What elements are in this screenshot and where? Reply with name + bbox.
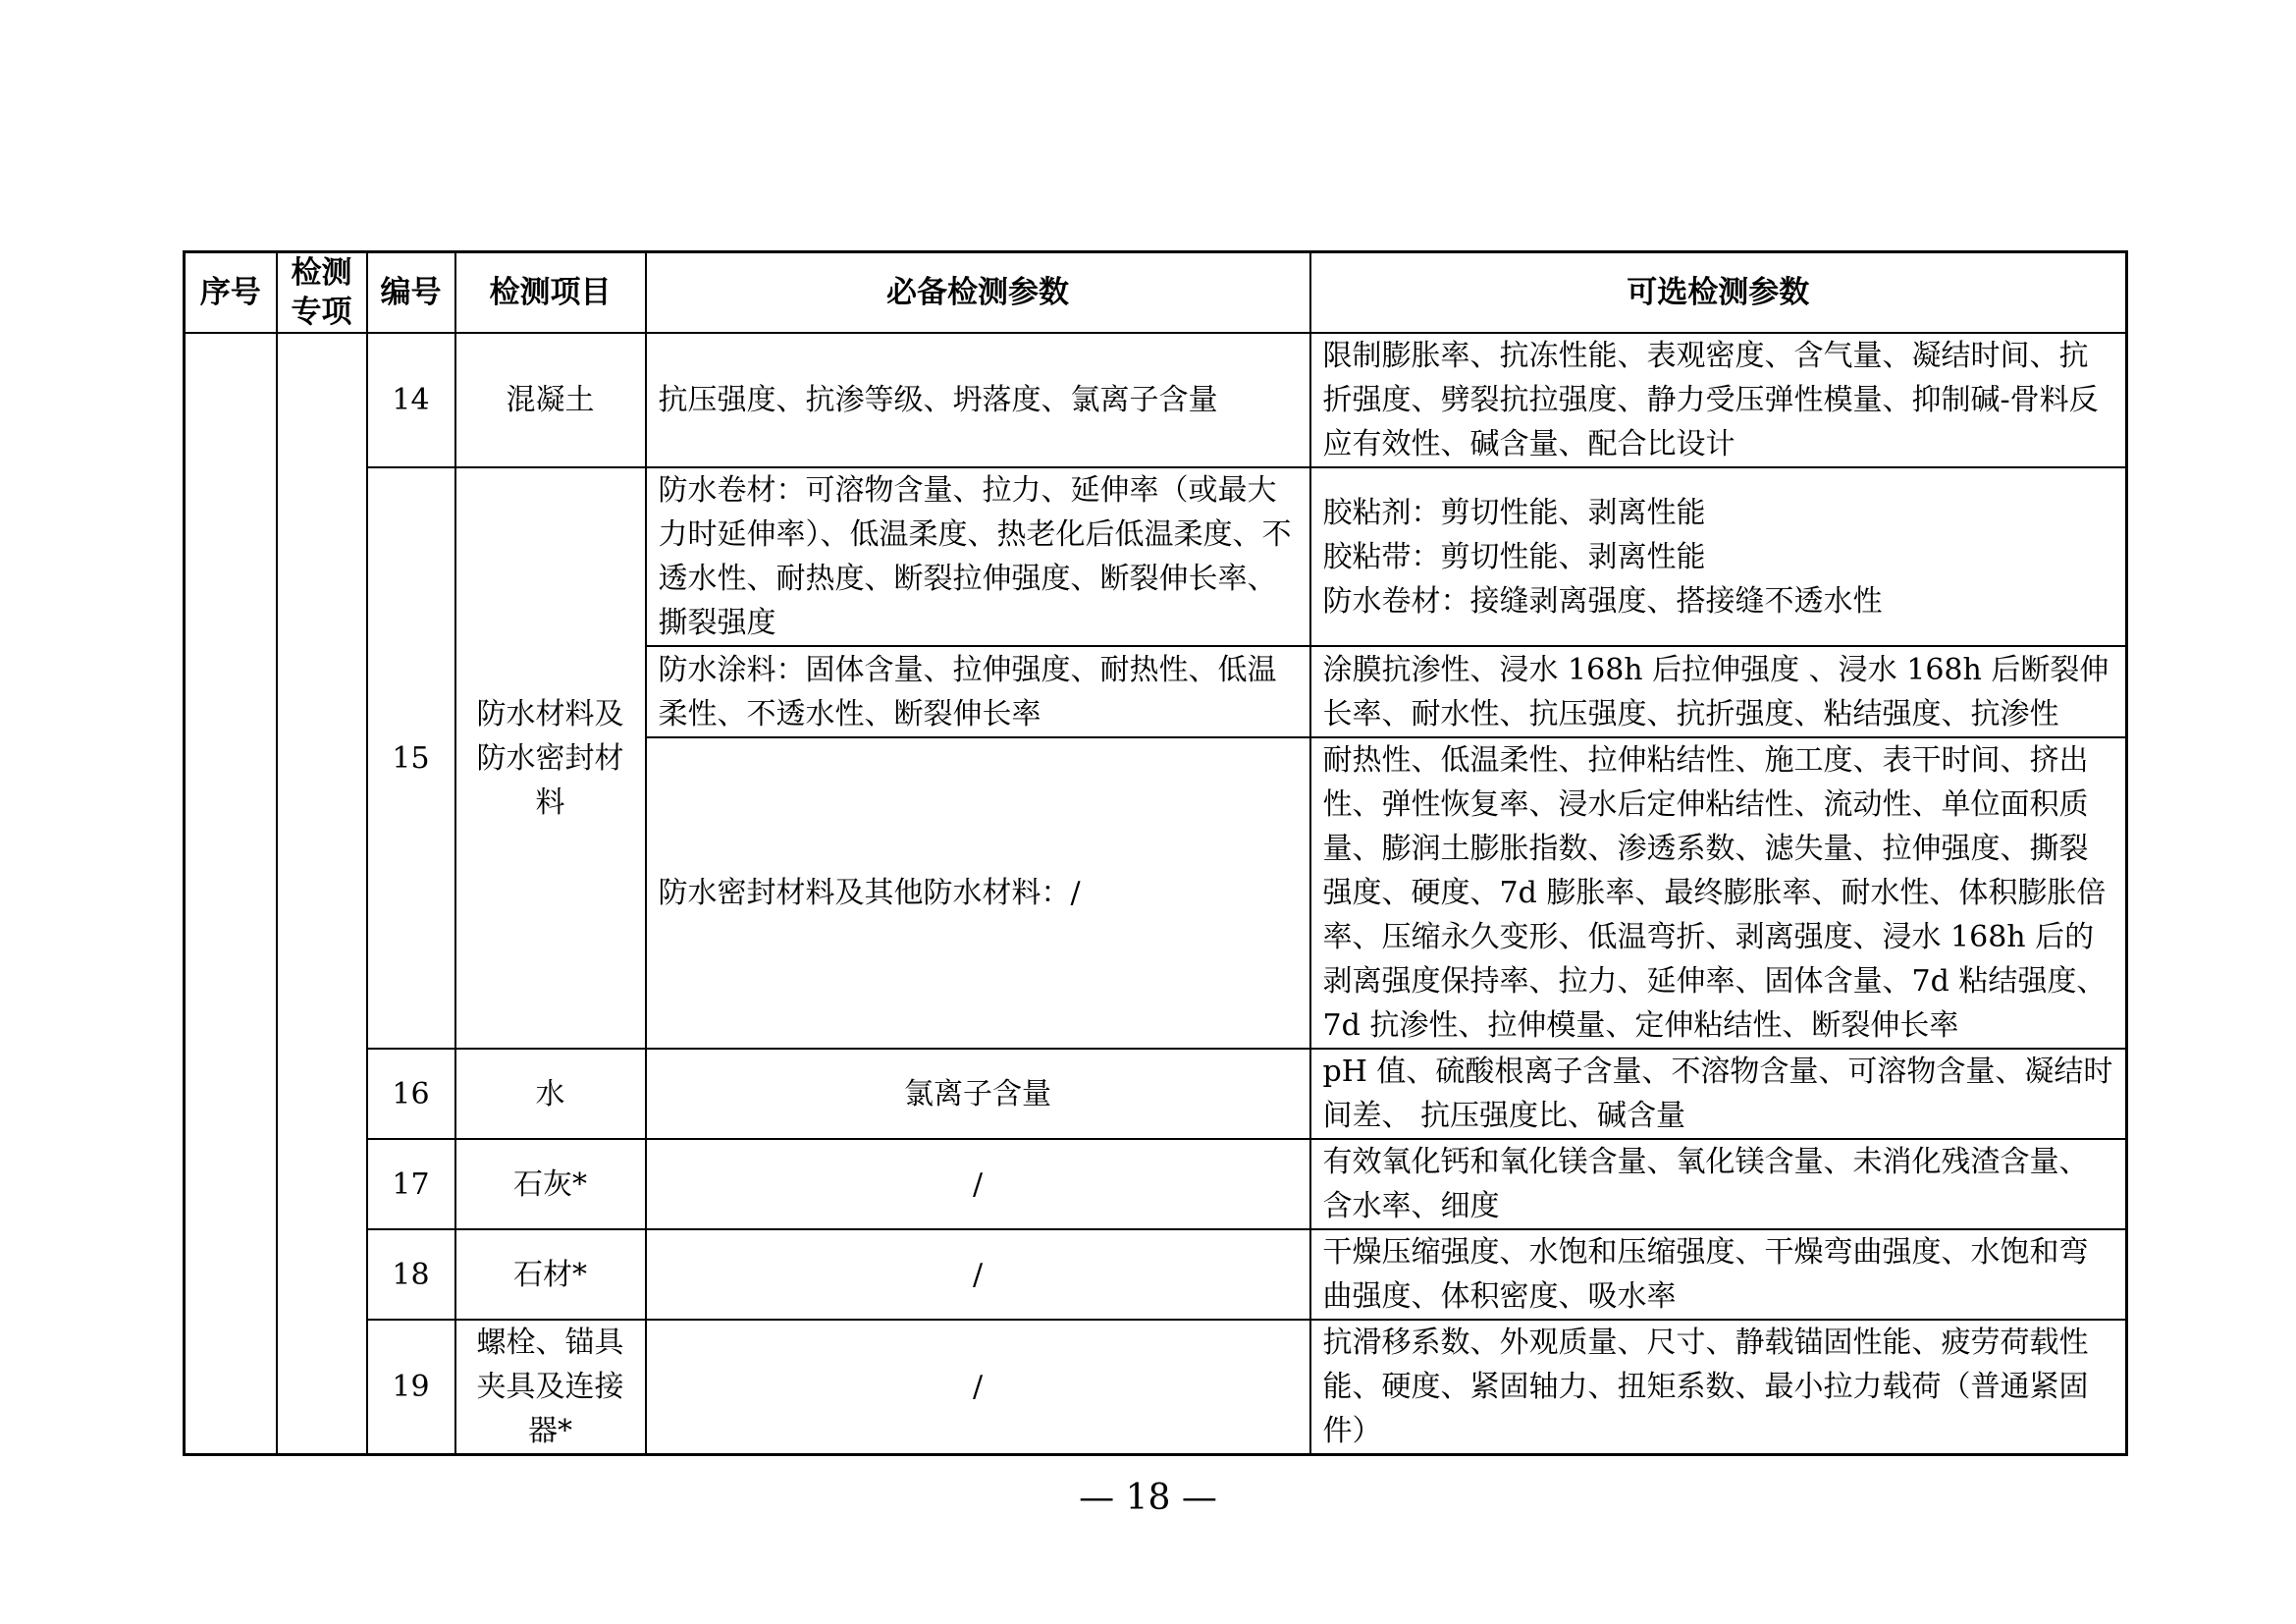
row15-subrow3-required-parameters: 防水密封材料及其他防水材料：/ — [646, 737, 1310, 1049]
row14-number: 14 — [367, 333, 455, 467]
row16-number: 16 — [367, 1049, 455, 1139]
header-inspection-specialty: 检测专项 — [277, 252, 367, 334]
header-inspection-item: 检测项目 — [455, 252, 646, 334]
row14-item-concrete: 混凝土 — [455, 333, 646, 467]
row15-subrow3-optional-parameters: 耐热性、低温柔性、拉伸粘结性、施工度、表干时间、挤出性、弹性恢复率、浸水后定伸粘结性、流动性、单位面积质量、膨润土膨胀指数、渗透系数、滤失量、拉伸强度、撕裂强度、硬度、7d 膨胀率、最终膨胀率、耐水性、体积膨胀倍率、压缩永久变形、低温弯折、剥离强度、浸水 168h 后的剥离强度保持率、拉力、延伸率、固体含量、7d 粘结强度、7d 抗渗性、拉伸模量、定伸粘结性、断裂伸长率 — [1310, 737, 2127, 1049]
row17-optional-parameters: 有效氧化钙和氧化镁含量、氧化镁含量、未消化残渣含量、含水率、细度 — [1310, 1139, 2127, 1229]
row17-number: 17 — [367, 1139, 455, 1229]
optional-line: 胶粘带：剪切性能、剥离性能 — [1322, 539, 1706, 574]
row15-subrow2-required-parameters: 防水涂料：固体含量、拉伸强度、耐热性、低温柔性、不透水性、断裂伸长率 — [646, 646, 1310, 737]
row15-subrow1-required-parameters: 防水卷材：可溶物含量、拉力、延伸率（或最大力时延伸率）、低温柔度、热老化后低温柔度、不透水性、耐热度、断裂拉伸强度、断裂伸长率、撕裂强度 — [646, 467, 1310, 646]
table-row — [185, 1229, 2127, 1320]
table-row — [185, 467, 2127, 646]
row15-number: 15 — [367, 467, 455, 1049]
optional-line: 防水卷材：接缝剥离强度、搭接缝不透水性 — [1322, 583, 1883, 619]
table-row — [185, 1049, 2127, 1139]
row19-item-bolts-anchors-connectors: 螺栓、锚具夹具及连接器* — [455, 1320, 646, 1455]
row18-number: 18 — [367, 1229, 455, 1320]
table-row — [185, 333, 2127, 467]
row19-required-parameters: / — [646, 1320, 1310, 1455]
inspection-parameters-table — [183, 250, 2128, 1456]
row14-required-parameters: 抗压强度、抗渗等级、坍落度、氯离子含量 — [646, 333, 1310, 467]
header-serial-number: 序号 — [185, 252, 277, 334]
row17-item-lime: 石灰* — [455, 1139, 646, 1229]
header-required-parameters: 必备检测参数 — [646, 252, 1310, 334]
row16-optional-parameters: pH 值、硫酸根离子含量、不溶物含量、可溶物含量、凝结时间差、 抗压强度比、碱含量 — [1310, 1049, 2127, 1139]
row18-required-parameters: / — [646, 1229, 1310, 1320]
specialty-empty-cell — [277, 333, 367, 1455]
table-header-row — [185, 252, 2127, 334]
row16-item-water: 水 — [455, 1049, 646, 1139]
table-row — [185, 1139, 2127, 1229]
row19-optional-parameters: 抗滑移系数、外观质量、尺寸、静载锚固性能、疲劳荷载性能、硬度、紧固轴力、扭矩系数、最小拉力载荷（普通紧固件） — [1310, 1320, 2127, 1455]
row18-optional-parameters: 干燥压缩强度、水饱和压缩强度、干燥弯曲强度、水饱和弯曲强度、体积密度、吸水率 — [1310, 1229, 2127, 1320]
row15-item-waterproof-materials: 防水材料及防水密封材料 — [455, 467, 646, 1049]
row19-number: 19 — [367, 1320, 455, 1455]
row16-required-parameters: 氯离子含量 — [646, 1049, 1310, 1139]
optional-line: 胶粘剂：剪切性能、剥离性能 — [1322, 495, 1706, 530]
header-item-number: 编号 — [367, 252, 455, 334]
header-optional-parameters: 可选检测参数 — [1310, 252, 2127, 334]
serial-number-empty-cell — [185, 333, 277, 1455]
row15-subrow1-optional-parameters — [1310, 467, 2127, 646]
page-number: — 18 — — [1079, 1478, 1217, 1518]
row17-required-parameters: / — [646, 1139, 1310, 1229]
row15-subrow2-optional-parameters: 涂膜抗渗性、浸水 168h 后拉伸强度 、浸水 168h 后断裂伸长率、耐水性、抗压强度、抗折强度、粘结强度、抗渗性 — [1310, 646, 2127, 737]
row18-item-stone: 石材* — [455, 1229, 646, 1320]
table-row — [185, 1320, 2127, 1455]
row14-optional-parameters: 限制膨胀率、抗冻性能、表观密度、含气量、凝结时间、抗折强度、劈裂抗拉强度、静力受压弹性模量、抑制碱-骨料反应有效性、碱含量、配合比设计 — [1310, 333, 2127, 467]
